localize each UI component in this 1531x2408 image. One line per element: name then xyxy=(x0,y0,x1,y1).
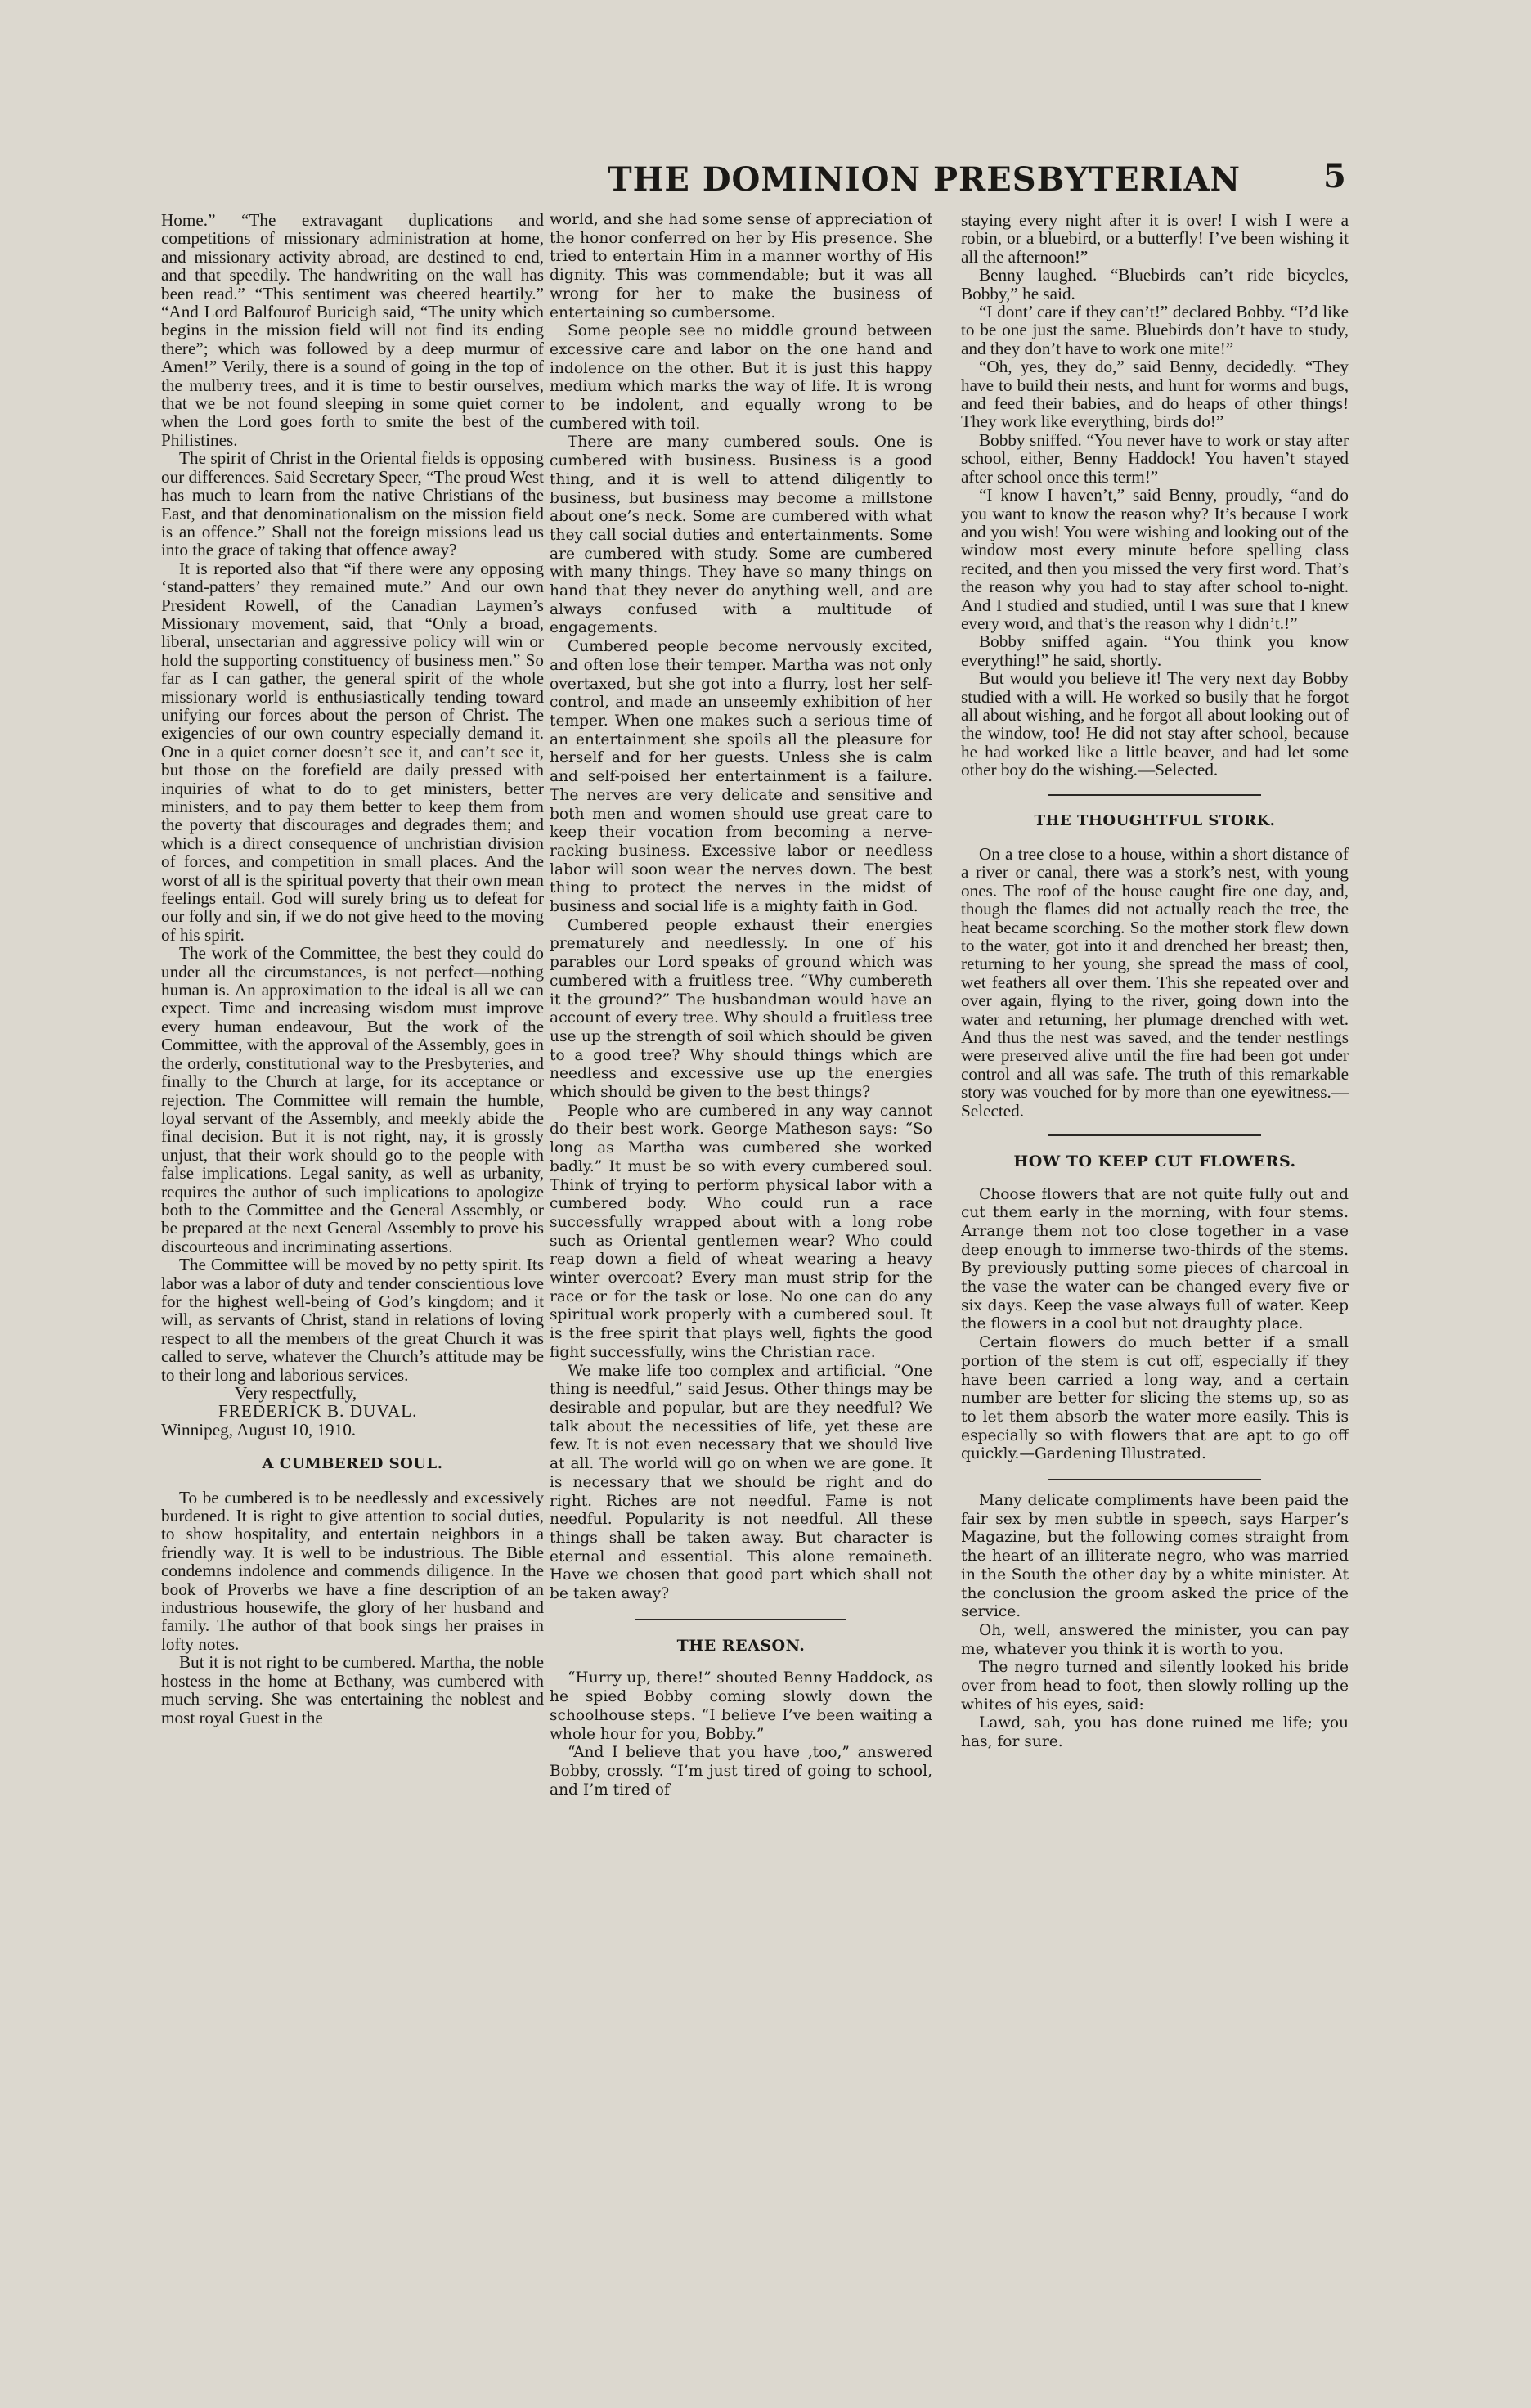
flowers-article xyxy=(961,1186,1349,1465)
article-paragraph: Benny laughed. “Bluebirds can’t ride bicycles, Bobby,” he said. xyxy=(961,265,1349,303)
article-paragraph: The Committee will be moved by no petty spirit. Its labor was a labor of duty and tender conscientious love for the highest well-being of God’s kingdom; and it will, as servants of Christ, stand in relations of loving respect to all the members of the great Church it was called to serve, whatever the Church’s attitude may be to their long and laborious services. xyxy=(161,1255,544,1385)
article-paragraph: To be cumbered is to be needlessly and excessively burdened. It is right to give attention to social duties, to show hospitality, and entertain neighbors in a friendly way. It is well to be industrious. The Bible condemns indolence and commends diligence. In the book of Proverbs we have a fine description of an industrious housewife, the glory of her husband and family. The author of that book sings her praises in lofty notes. xyxy=(161,1487,544,1654)
column-3 xyxy=(961,211,1349,2354)
article-paragraph: “I know I haven’t,” said Benny, proudly, “and do you want to know the reason why? It’s because I work and you wish! You were wishing and looking out of the window most every minute before spelling class recited, and then you missed the very first word. That’s the reason why you had to stay after school to-night. And I studied and studied, until I was sure that I knew every word, and that’s the reason why I didn’t.!” xyxy=(961,485,1349,633)
article-paragraph: staying every night after it is over! I wish I were a robin, or a bluebird, or a butterfly! I’ve been wishing it all the afternoon!” xyxy=(961,211,1349,267)
article-paragraph: Some people see no middle ground between excessive care and labor on the one hand and indolence on the other. But it is just this happy medium which marks the way of life. It is wrong to be indolent, and equally wrong to be cumbered with toil. xyxy=(550,322,932,433)
article-paragraph: Oh, well, answered the minister, you can pay me, whatever you think it is worth to you. xyxy=(961,1621,1349,1658)
article-paragraph: We make life too complex and artificial. “One thing is needful,” said Jesus. Other things may be desirable and popular, but are they needful? We talk about the necessities of life, yet these are few. It is not even necessary that we should live at all. The world will go on when we are gone. It is necessary that we should be right and do right. Riches are not needful. Fame is not needful. Popularity is not needful. All these things shall be taken away. But character is eternal and essential. This alone remaineth. Have we chosen that good part which shall not be taken away? xyxy=(550,1362,932,1603)
article-paragraph: It is reported also that “if there were any opposing ‘stand-patters’ they remained mute.” And our own President Rowell, of the Canadian Laymen’s Missionary movement, said, that “Only a broad, liberal, unsectarian and aggressive policy will win or hold the supporting constituency of business men.” So far as I can gather, the general spirit of the whole missionary world is enthusiastically tending toward unifying our forces about the person of Christ. The exigencies of our own country especially demand it. One in a quiet corner doesn’t see it, and can’t see it, but those on the forefield are daily pressed with inquiries of what to do to get ministers, better ministers, and to pay them better to keep them from the poverty that discourages and degrades them; and which is a direct consequence of unchristian division of forces, and competition in small places. And the worst of all is the spiritual poverty that their own mean feelings entail. God will surely bring us to defeat for our folly and sin, if we do not give heed to the moving of his spirit. xyxy=(161,558,544,945)
article-paragraph: The spirit of Christ in the Oriental fields is opposing our differences. Said Secretary Speer, “The proud West has much to learn from the native Christians of the East, and that denominationalism on the mission field is an offence.” Shall not the foreign missions lead us into the grace of taking that offence away? xyxy=(161,448,544,560)
letter-signature: FREDERICK B. DUVAL. xyxy=(218,1401,418,1422)
article-paragraph: “I dont’ care if they can’t!” declared Bobby. “I’d like to be one just the same. Bluebirds don’t have to study, and they don’t have to work one mite!” xyxy=(961,302,1349,358)
column-2 xyxy=(550,211,932,2354)
article-heading-cut-flowers: HOW TO KEEP CUT FLOWERS. xyxy=(1013,1152,1296,1171)
article-paragraph: Certain flowers do much better if a small portion of the stem is cut off, especially if they have been carried a long way, and a certain number are better for slicing the stems up, so as to let them absorb the water more easily. This is especially so with flowers that are apt to go off quickly.—Gardening Illustrated. xyxy=(961,1334,1349,1463)
article-paragraph: Lawd, sah, you has done ruined me life; you has, for sure. xyxy=(961,1714,1349,1751)
section-divider xyxy=(635,1619,846,1620)
article-paragraph: Choose flowers that are not quite fully out and cut them early in the morning, with four stems. Arrange them not too close together in a vase deep enough to immerse two-thirds of the stems. By previously putting some pieces of charcoal in the vase the water can be changed every five or six days. Keep the vase always full of water. Keep the flowers in a cool but not draughty place. xyxy=(961,1185,1349,1333)
article-paragraph: But would you believe it! The very next day Bobby studied with a will. He worked so busily that he forgot all about wishing, and he forgot all about looking out of the window, too! He did not stay after school, because he had worked like a little beaver, and had let some other boy do the wishing.—Selected. xyxy=(961,668,1349,780)
article-heading-the-reason: THE REASON. xyxy=(676,1636,806,1655)
article-paragraph: Many delicate compliments have been paid the fair sex by men subtle in speech, says Harper’s Magazine, but the following comes straight from the heart of an illiterate negro, who was married in the South the other day by a white minister. At the conclusion the groom asked the price of the service. xyxy=(961,1492,1349,1621)
article-paragraph: world, and she had some sense of appreciation of the honor conferred on her by His presence. She tried to entertain Him in a manner worthy of His dignity. This was commendable; but it was all wrong for her to make the business of entertaining so cumbersome. xyxy=(550,211,932,321)
article-paragraph: People who are cumbered in any way cannot do their best work. George Matheson says: “So long as Martha was cumbered she worked badly.” It must be so with every cumbered soul. Think of trying to perform physical labor with a cumbered body. Who could run a race successfully wrapped about with a long robe such as Oriental gentlemen wear? Who could reap down a field of wheat wearing a heavy winter overcoat? Every man must strip for the race or for the task or lose. No one can do any spiritual work properly with a cumbered soul. It is the free spirit that plays well, fights the good fight successfully, wins the Christian race. xyxy=(550,1102,932,1361)
article-paragraph: Cumbered people become nervously excited, and often lose their temper. Martha was not only overtaxed, but she got into a flurry, lost her self-control, and made an unseemly exhibition of her temper. When one makes such a serious time of an entertainment she spoils all the pleasure for herself and for her guests. Unless she is calm and self-poised her entertainment is a failure. The nerves are very delicate and sensitive and both men and women should use great care to keep their vocation from becoming a nerve-racking business. Excessive labor or needless labor will soon wear the nerves down. The best thing to protect the nerves in the midst of business and social life is a mighty faith in God. xyxy=(550,638,932,916)
article-paragraph: But it is not right to be cumbered. Martha, the noble hostess in the home at Bethany, was cumbered with much serving. She was entertaining the noblest and most royal Guest in the xyxy=(161,1652,544,1727)
column-1 xyxy=(161,211,544,2354)
article-paragraph: Bobby sniffed again. “You think you know everything!” he said, shortly. xyxy=(961,631,1349,670)
section-divider xyxy=(1048,794,1262,796)
article-paragraph: “Oh, yes, they do,” said Benny, decidedly. “They have to build their nests, and hunt for worms and bugs, and feed their babies, and do heaps of other things! They work like everything, birds do!” xyxy=(961,357,1349,432)
article-paragraph: On a tree close to a house, within a short distance of a river or canal, there was a stork’s nest, with young ones. The roof of the house caught fire one day, and, though the flames did not actually reach the tree, the heat became scorching. So the mother stork flew down to the water, got into it and drenched her breast; then, returning to her young, she spread the mass of cool, wet feathers all over them. This she repeated over and over again, flying to the river, going down into the water and returning, her plumage drenched with wet. And thus the nest was saved, and the tender nestlings were preserved alive until the fire had been got under control and all was safe. The truth of this remarkable story was vouched for by more than one eyewitness.—Selected. xyxy=(961,844,1349,1121)
misc-article xyxy=(961,1492,1349,1752)
article-paragraph: Home.” “The extravagant duplications and competitions of missionary administration at home, and missionary activity abroad, are destined to end, and that speedily. The handwriting on the wall has been read.” “This sentiment was cheered heartily.” “And Lord Balfourof Buricigh said, “The unity which begins in the mission field will not find its ending there”; which was followed by a deep murmur of Amen!” Verily, there is a sound of going in the top of the mulberry trees, and it is time to bestir ourselves, that we be not found sleeping in some quiet corner when the Lord goes forth to smite the best of the Philistines. xyxy=(161,211,544,450)
page-masthead: THE DOMINION PRESBYTERIAN xyxy=(607,160,1241,199)
page-number: 5 xyxy=(1323,157,1346,195)
article-paragraph: “Hurry up, there!” shouted Benny Haddock, as he spied Bobby coming slowly down the schoolhouse steps. “I believe I’ve been waiting a whole hour for you, Bobby.” xyxy=(550,1669,932,1743)
article-paragraph: Cumbered people exhaust their energies prematurely and needlessly. In one of his parables our Lord speaks of ground which was cumbered with a fruitless tree. “Why cumbereth it the ground?” The husbandman would have an account of every tree. Why should a fruitless tree use up the strength of soil which should be given to a good tree? Why should things which are needless and excessive use up the energies which should be given to the best things? xyxy=(550,916,932,1102)
letter-dateline: Winnipeg, August 10, 1910. xyxy=(161,1419,357,1440)
article-paragraph: The work of the Committee, the best they could do under all the circumstances, is not perfect—nothing human is. An approximation to the ideal is all we can expect. Time and increasing wisdom must improve every human endeavour, But the work of the Committee, with the approval of the Assembly, goes in the orderly, constitutional way to the Presbyteries, and finally to the Church at large, for its acceptance or rejection. The Committee will remain the humble, loyal servant of the Assembly, and meekly abide the final decision. But it is not right, nay, it is grossly unjust, that their work should go to the people with false implications. Legal sanity, as well as urbanity, requires the author of such implications to apologize both to the Committee and the General Assembly, or be prepared at the next General Assembly to prove his discourteous and incriminating assertions. xyxy=(161,943,544,1256)
section-divider xyxy=(1048,1134,1262,1136)
article-heading-cumbered-soul: A CUMBERED SOUL. xyxy=(262,1455,443,1473)
section-divider xyxy=(1048,1479,1262,1480)
article-heading-thoughtful-stork: THE THOUGHTFUL STORK. xyxy=(1034,811,1276,829)
article-paragraph: There are many cumbered souls. One is cumbered with business. Business is a good thing, and it is well to attend diligently to business, but business may become a millstone about one’s neck. Some are cumbered with what they call social duties and entertainments. Some are cumbered with study. Some are cumbered with many things. They have so many things on hand that they never do anything well, and are always confused with a multitude of engagements. xyxy=(550,434,932,637)
article-paragraph: “And I believe that you have ,too,” answered Bobby, crossly. “I’m just tired of going to school, and I’m tired of xyxy=(550,1744,932,1799)
article-paragraph: Bobby sniffed. “You never have to work or stay after school, either, Benny Haddock! You haven’t stayed after school once this term!” xyxy=(961,429,1349,487)
article-paragraph: The negro turned and silently looked his bride over from head to foot, then slowly rolling up the whites of his eyes, said: xyxy=(961,1659,1349,1714)
letter-closing: Very respectfully, xyxy=(235,1383,357,1403)
